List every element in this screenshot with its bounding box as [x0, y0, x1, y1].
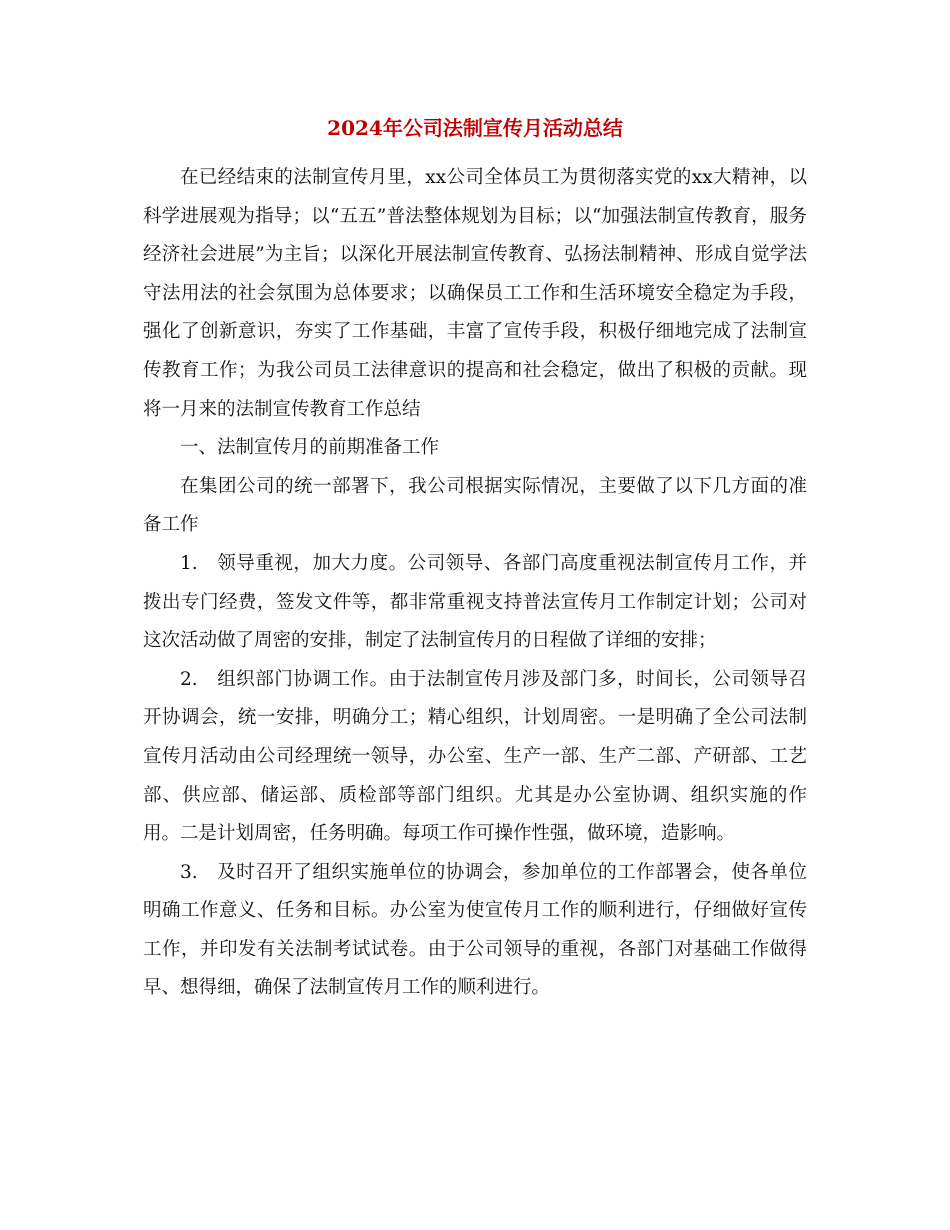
- section-heading-preparation: 一、法制宣传月的前期准备工作: [180, 437, 440, 459]
- document-page: [143, 112, 807, 1008]
- list-item-3: 3. 及时召开了组织实施单位的协调会，参加单位的工作部署会，使各单位明确工作意义、任务和目标。办公室为使宣传月工作的顺利进行，仔细做好宣传工作，并印发有关法制考试试卷。由于公司领导的重视，各部门对基础工作做得早、想得细，确保了法制宣传月工作的顺利进行。: [143, 861, 807, 999]
- list-item-1: 1. 领导重视，加大力度。公司领导、各部门高度重视法制宣传月工作，并拨出专门经费，签发文件等，都非常重视支持普法宣传月工作制定计划；公司对这次活动做了周密的安排，制定了法制宣传月的日程做了详细的安排；: [143, 552, 807, 652]
- document-title: 2024年公司法制宣传月活动总结: [327, 116, 623, 140]
- list-item-2: 2. 组织部门协调工作。由于法制宣传月涉及部门多，时间长，公司领导召开协调会，统一安排，明确分工；精心组织，计划周密。一是明确了全公司法制宣传月活动由公司经理统一领导，办公室、生产一部、生产二部、产研部、工艺部、供应部、储运部、质检部等部门组织。尤其是办公室协调、组织实施的作用。二是计划周密，任务明确。每项工作可操作性强，做环境，造影响。: [143, 668, 807, 845]
- body-paragraph: 在集团公司的统一部署下，我公司根据实际情况，主要做了以下几方面的准备工作: [143, 475, 807, 536]
- intro-paragraph: 在已经结束的法制宣传月里，xx公司全体员工为贯彻落实党的xx大精神，以科学进展观为指导；以“五五”普法整体规划为目标；以“加强法制宣传教育，服务经济社会进展”为主旨；以深化开展法制宣传教育、弘扬法制精神、形成自觉学法守法用法的社会氛围为总体要求；以确保员工工作和生活环境安全稳定为手段，强化了创新意识，夯实了工作基础，丰富了宣传手段，积极仔细地完成了法制宣传教育工作；为我公司员工法律意识的提高和社会稳定，做出了积极的贡献。现将一月来的法制宣传教育工作总结: [143, 167, 807, 420]
